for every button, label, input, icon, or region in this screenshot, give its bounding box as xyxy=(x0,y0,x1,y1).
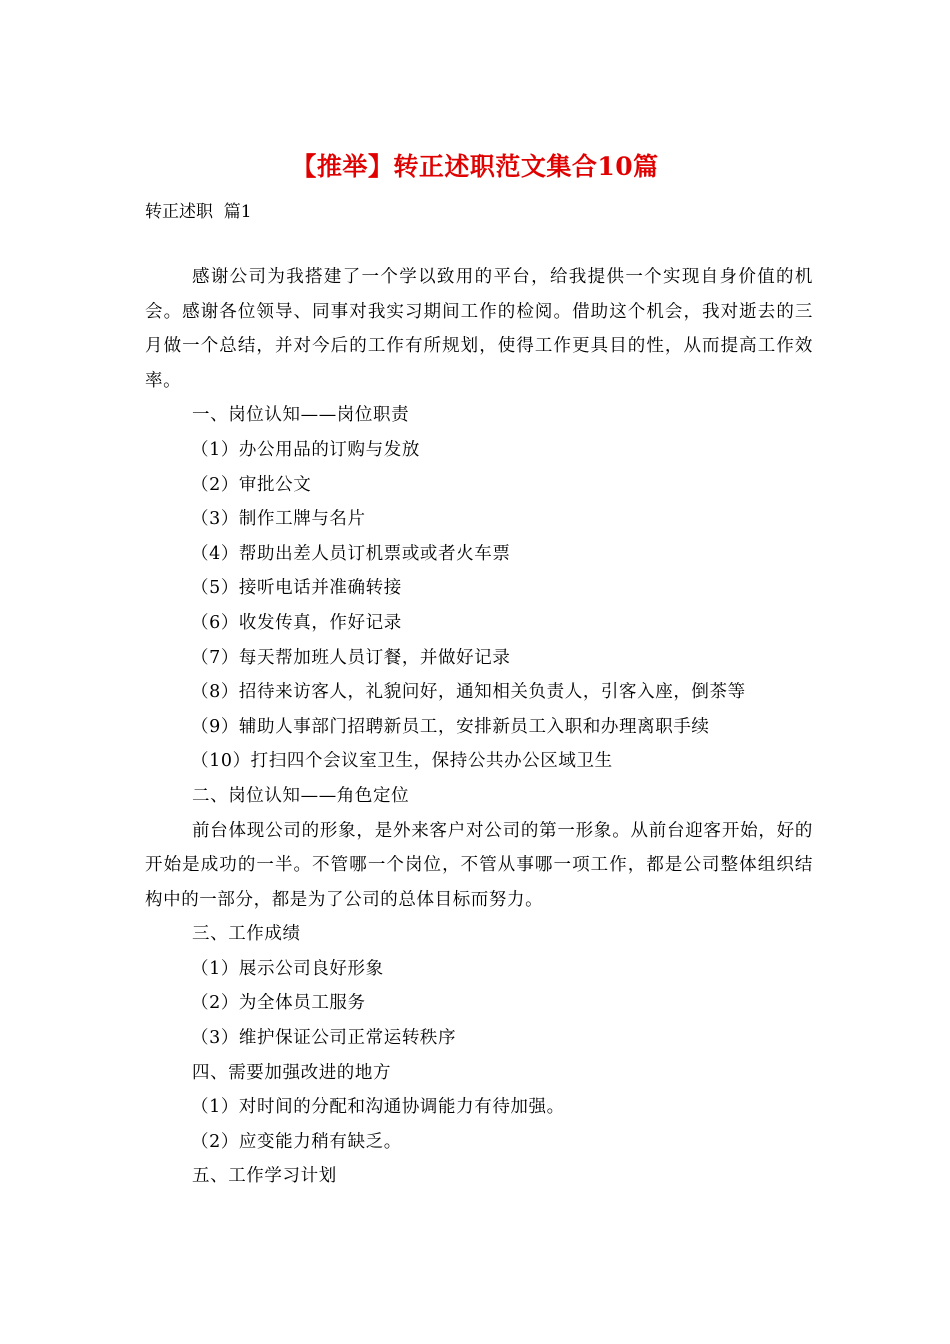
list-item: （9）辅助人事部门招聘新员工，安排新员工入职和办理离职手续 xyxy=(191,716,710,737)
list-item: （1）办公用品的订购与发放 xyxy=(191,439,420,460)
list-item: （2）为全体员工服务 xyxy=(191,993,366,1014)
list-item: （6）收发传真，作好记录 xyxy=(191,612,402,633)
list-item: （3）制作工牌与名片 xyxy=(191,509,366,530)
list-item: （1）对时间的分配和沟通协调能力有待加强。 xyxy=(191,1097,565,1118)
section-heading-2: 二、岗位认知——角色定位 xyxy=(192,785,410,806)
list-item: （2）应变能力稍有缺乏。 xyxy=(191,1131,402,1152)
list-item: （2）审批公文 xyxy=(191,474,312,495)
role-paragraph: 前台体现公司的形象，是外来客户对公司的第一形象。从前台迎客开始，好的开始是成功的一半。不管哪一个岗位，不管从事哪一项工作，都是公司整体组织结构中的一部分，都是为了公司的总体目标而努力。 xyxy=(145,820,813,910)
list-item: （7）每天帮加班人员订餐，并做好记录 xyxy=(191,647,511,668)
document-subtitle: 转正述职 篇1 xyxy=(145,202,252,222)
list-item: （5）接听电话并准确转接 xyxy=(191,578,402,599)
section-heading-3: 三、工作成绩 xyxy=(192,924,301,945)
list-item: （4）帮助出差人员订机票或或者火车票 xyxy=(191,543,511,564)
section-heading-5: 五、工作学习计划 xyxy=(192,1166,337,1187)
section-heading-1: 一、岗位认知——岗位职责 xyxy=(192,405,410,426)
document-title: 【推举】转正述职范文集合10篇 xyxy=(291,152,659,181)
list-item: （1）展示公司良好形象 xyxy=(191,958,384,979)
list-item: （10）打扫四个会议室卫生，保持公共办公区域卫生 xyxy=(191,751,613,772)
list-item: （8）招待来访客人，礼貌问好，通知相关负责人，引客入座，倒茶等 xyxy=(191,682,746,703)
section-heading-4: 四、需要加强改进的地方 xyxy=(192,1062,392,1083)
intro-paragraph: 感谢公司为我搭建了一个学以致用的平台，给我提供一个实现自身价值的机会。感谢各位领导、同事对我实习期间工作的检阅。借助这个机会，我对逝去的三月做一个总结，并对今后的工作有所规划，使得工作更具目的性，从而提高工作效率。 xyxy=(145,267,813,391)
document-body xyxy=(145,260,813,1194)
list-item: （3）维护保证公司正常运转秩序 xyxy=(191,1028,457,1049)
